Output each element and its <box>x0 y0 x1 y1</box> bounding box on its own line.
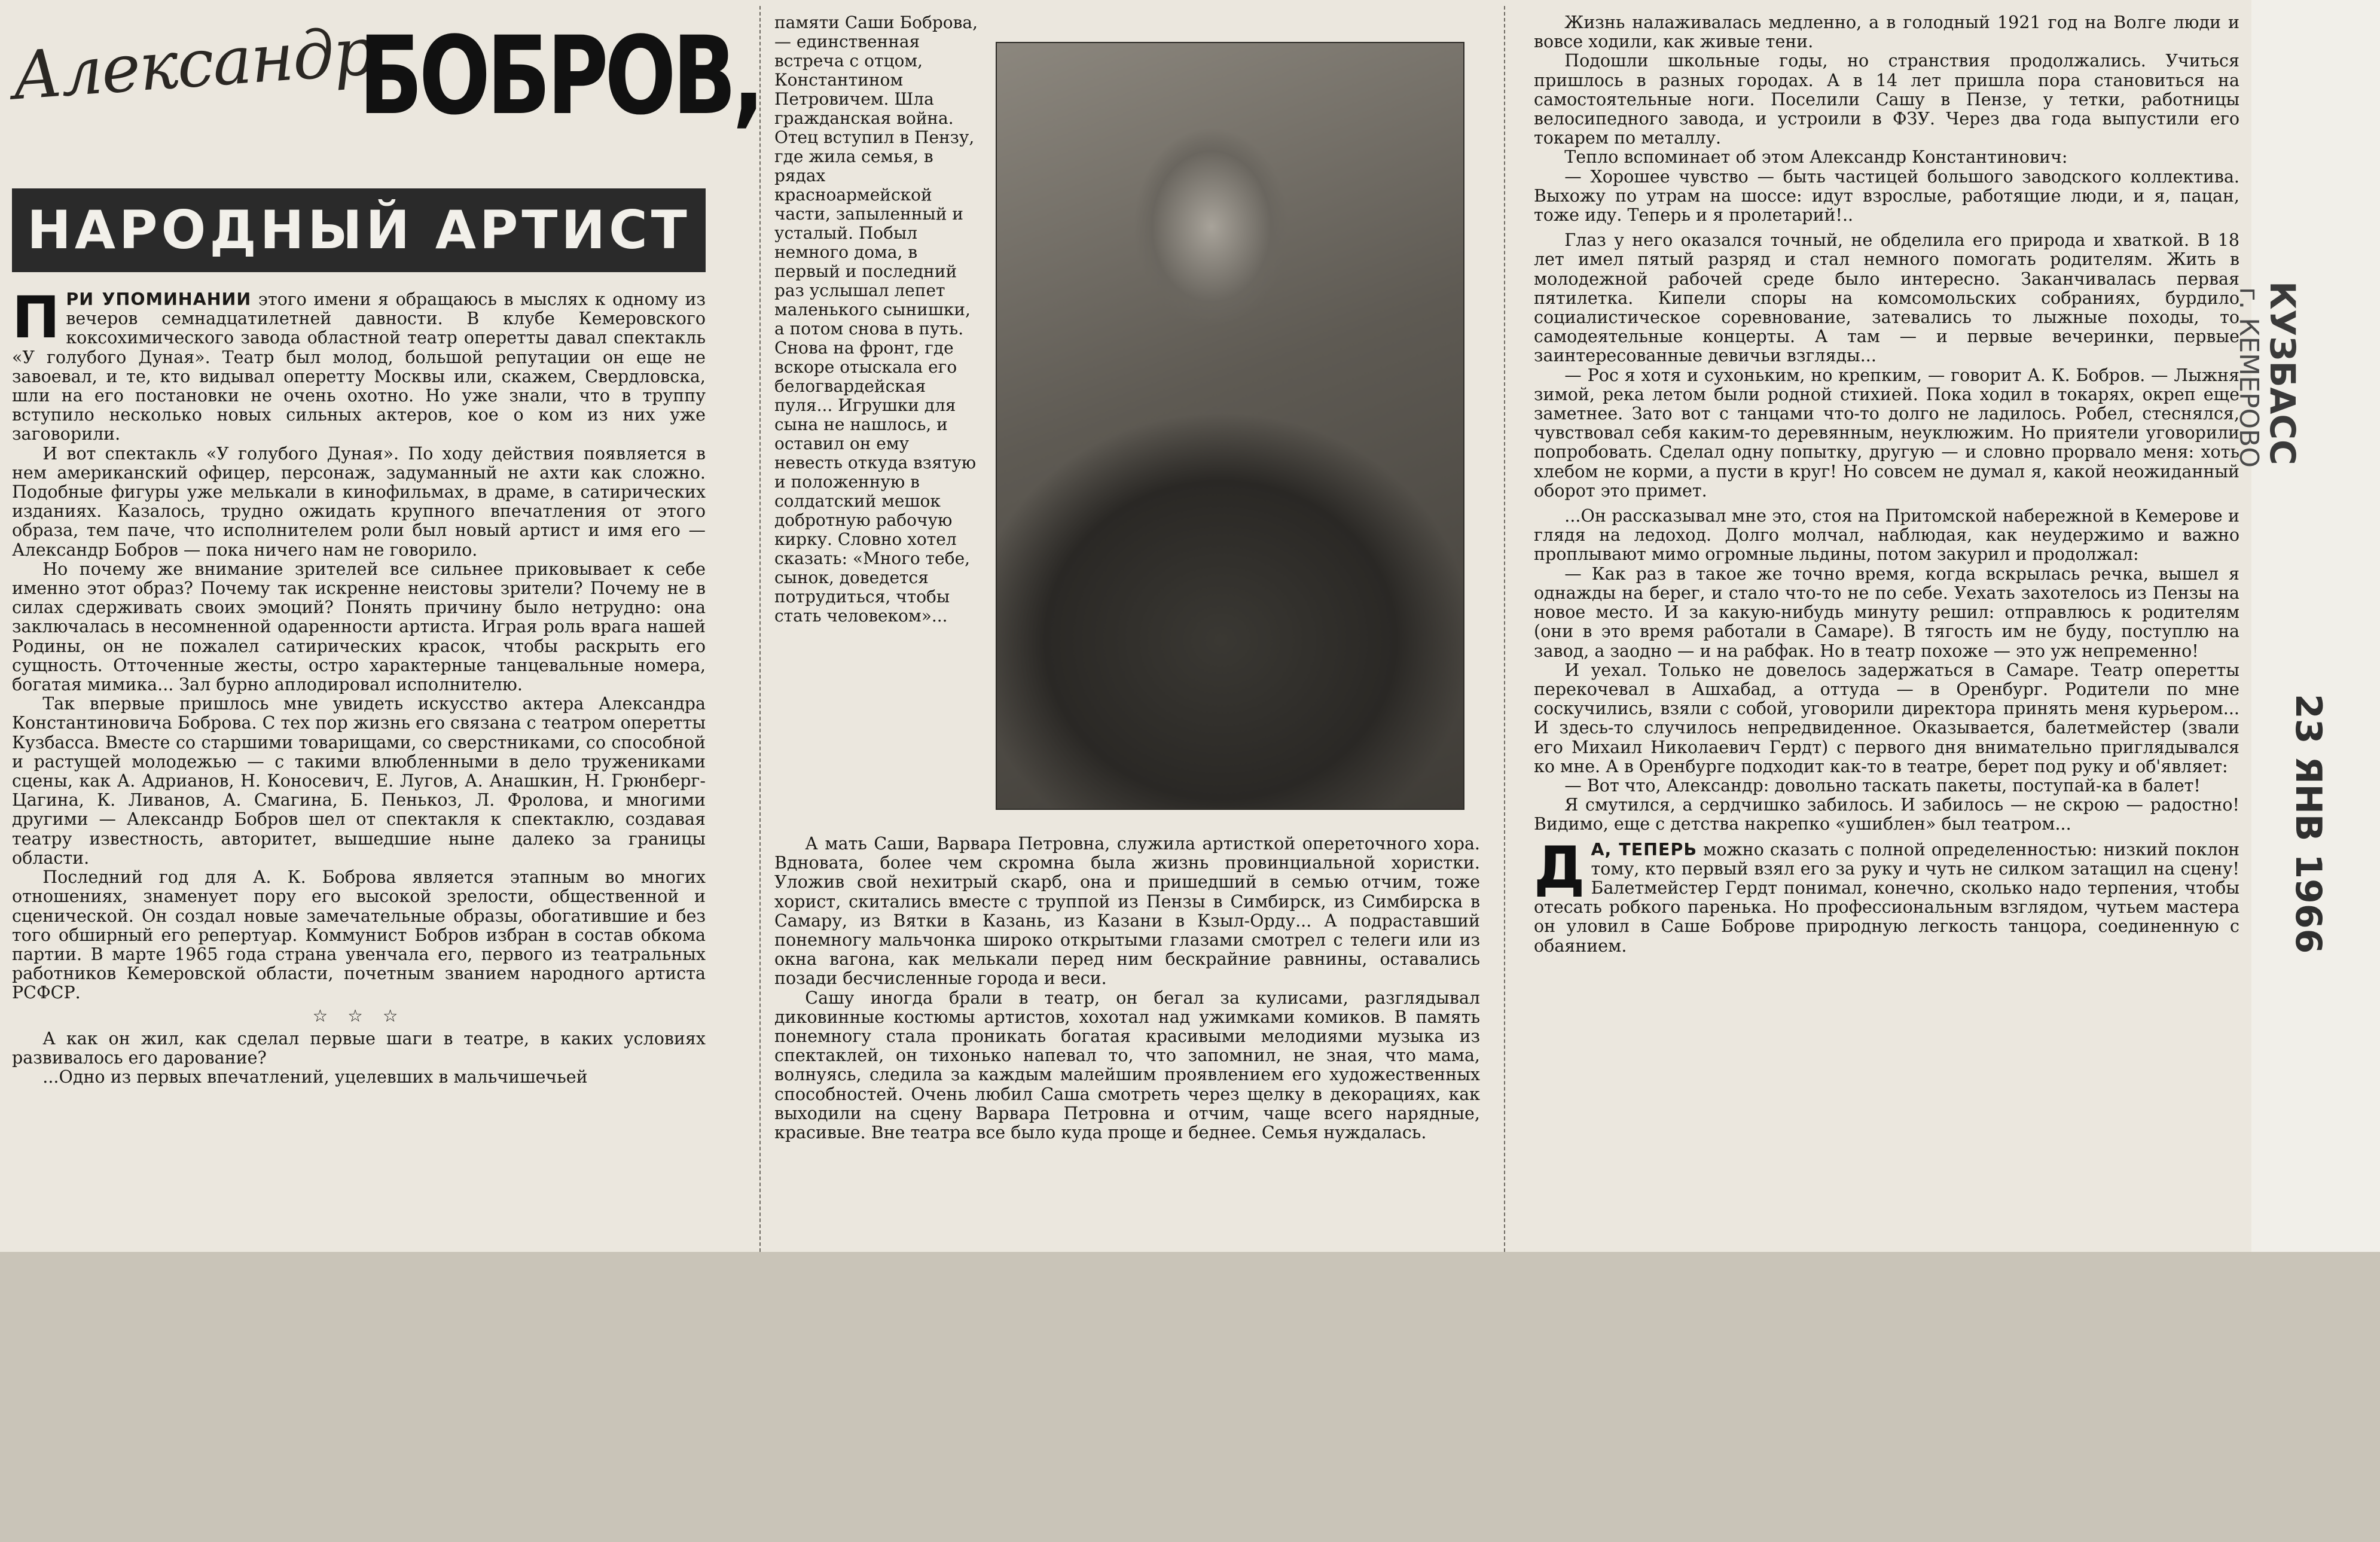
quote-paragraph: — Вот что, Александр: довольно таскать пакеты, поступай-ка в балет! <box>1564 775 2201 796</box>
quote-paragraph: — Рос я хотя и сухоньким, но крепким, — говорит А. К. Бобров. — Лыжня зимой, река летом были родной стихией. Пока ходил в токарях, окреп еще заметнее. Зато вот с танцами что-то долго не ладилось. Робел, стеснялся, чувствовал себя каким-то деревянным, неуклюжим. Но приятели уговорили попробовать. Сделал одну попытку, другую — и словно прорвало меня: хоть хлебом не корми, а пусти в круг! Но совсем не думал я, какой неожиданный оборот это примет. <box>1534 365 2239 501</box>
paragraph: Тепло вспоминает об этом Александр Константинович: <box>1564 147 2068 167</box>
column-rule <box>1504 6 1505 1252</box>
paragraph: Но почему же внимание зрителей все сильнее приковывает к себе именно этот образ? Почему так искренне неистовы зрители? Почему не в силах сдерживать своих эмоций? Понять причину было нетрудно: она заключалась в несомненной одаренности артиста. Играя роль врага нашей Родины, он не пожалел сатирических красок, чтобы раскрыть его сущность. Отточенные жесты, остро характерные танцевальные номера, богатая мимика... Зал бурно аплодировал исполнителю. <box>12 559 706 695</box>
paragraph: Жизнь налаживалась медленно, а в голодный 1921 год на Волге люди и вовсе ходили, как живые тени. <box>1534 13 2239 52</box>
headline-surname: БОБРОВ, <box>359 14 761 139</box>
paragraph: ...Одно из первых впечатлений, уцелевших в мальчишечьей <box>42 1067 588 1087</box>
paragraph: Подошли школьные годы, но странствия продолжались. Учиться пришлось в разных городах. А в 14 лет пришла пора становиться на самостоятельные ноги. Поселили Сашу в Пензе, у тетки, работницы велосипедного завода, и устроили в ФЗУ. Через два года выпустили его токарем по металлу. <box>1534 51 2239 148</box>
paragraph: И уехал. Только не довелось задержаться в Самаре. Театр оперетты перекочевал в Ашхабад, а оттуда — в Оренбург. Родители по мне соскучились, взяли с собой, уговорили директора принять меня курьером... И здесь-то случилось непредвиденное. Оказывается, балетмейстер (звали его Михаил Николаевич Гердт) с первого дня внимательно приглядывался ко мне. А в Оренбурге подходит как-то в театре, берет под руку и об'являет: <box>1534 660 2239 776</box>
quote-paragraph: — Как раз в такое же точно время, когда вскрылась речка, вышел я однажды на берег, и стало что-то не по себе. Уехать захотелось из Пензы на новое место. И за какую-нибудь минуту решил: отправлюсь к родителям (они в это время работали в Самаре). В тягость им не буду, поступлю на завод, а заодно — и на рабфак. Но в театр похоже — это уж непременно! <box>1534 563 2239 661</box>
paragraph: ...Он рассказывал мне это, стоя на Притомской набережной в Кемерове и глядя на ледоход. Долго молчал, наблюдая, как неудержимо и важно проплывают мимо огромные льдины, потом закурил и продолжал: <box>1534 506 2239 565</box>
article-column-1 <box>12 290 706 1542</box>
clipping-margin <box>2251 0 2380 1252</box>
paragraph: Глаз у него оказался точный, не обделила его природа и хваткой. В 18 лет имел пятый разряд и стал немного помогать родителям. Жить в молодежной рабочей среде было интересно. Заканчивалась первая пятилетка. Кипели споры на комсомольских собраниях, бурдило социалистическое соревнование, затевались то лыжные походы, то самодеятельные концерты. А там — и первые вечеринки, первые заинтересованные девичьи взгляды... <box>1534 230 2239 366</box>
paragraph: А как он жил, как сделал первые шаги в театре, в каких условиях развивалось его дарование? <box>12 1028 706 1068</box>
paragraph: И вот спектакль «У голубого Дуная». По ходу действия появляется в нем американский офицер, персонаж, задуманный не ахти как сложно. Подобные фигуры уже мелькали в кинофильмах, в драме, в сатирических изданиях. Казалось, трудно ожидать крупного впечатления от этого образа, тем паче, что исполнителем роли был новый артист и имя его — Александр Бобров — пока ничего нам не говорило. <box>12 443 706 560</box>
drop-cap: П <box>12 290 60 351</box>
paragraph: памяти Саши Боброва, — единственная встреча с отцом, Константином Петровичем. Шла гражданская война. Отец вступил в Пензу, где жила семья, в рядах красноармейской части, запыленный и усталый. Побыл немного дома, в первый и последний раз услышал лепет маленького сынишки, а потом снова в путь. Снова на фронт, где вскоре отыскала его белогвардейская пуля... Игрушки для сына не нашлось, и оставил он ему невесть откуда взятую и положенную в солдатский мешок добротную рабочую кирку. Словно хотел сказать: «Много тебе, сынок, доведется потрудиться, чтобы стать человеком»... <box>774 13 978 626</box>
column-rule <box>759 6 761 1252</box>
drop-cap: Д <box>1534 834 1585 901</box>
city-stamp: г. КЕМЕРОВО <box>2233 287 2264 468</box>
paragraph: А мать Саши, Варвара Петровна, служила артисткой опереточного хора. Вдновата, более чем скромна была жизнь провинциальной хористки. Уложив свой нехитрый скарб, она и пришедший в семью отчим, тоже хорист, скитались вместе с труппой из Пензы в Симбирск, из Симбирска в Самару, из Вятки в Казань, из Казани в Кзыл-Орду... А подраставший понемногу мальчонка широко открытыми глазами смотрел с телеги или из окна вагона, как мелькали перед ним бескрайние равнины, оставались позади бесчисленные города и веси. <box>774 834 1480 989</box>
newspaper-stamp <box>2104 281 2301 365</box>
paragraph: Последний год для А. К. Боброва является этапным во многих отношениях, знаменует пору его высокой зрелости, общественной и сценической. Он создал новые замечательные образы, обогатившие и без того обширный его репертуар. Коммунист Бобров избран в состав обкома партии. В марте 1965 года страна увенчала его, первого из театральных работников Кемеровской области, почетным званием народного артиста РСФСР. <box>12 867 706 1003</box>
lead-caps: РИ УПОМИНАНИИ <box>66 290 252 309</box>
article-lead-paragraph: ПРИ УПОМИНАНИИ этого имени я обращаюсь в мыслях к одному из вечеров семнадцатилетней давности. В клубе Кемеровского коксохимического завода областной театр оперетты давал спектакль «У голубого Дуная». Театр был молод, большой репутации он еще не завоевал, и те, кто видывал оперетту Москвы или, скажем, Свердловска, шли на его постановки не очень охотно. Но уже знали, что в труппу вступило несколько новых сильных актеров, кое о ком из них уже заговорили. <box>12 290 706 444</box>
article-column-2-bottom <box>774 834 1480 1252</box>
section-divider-stars: ☆ ☆ ☆ <box>312 1005 405 1026</box>
lead-caps: А, ТЕПЕРЬ <box>1591 839 1698 860</box>
section-lead-paragraph: Д А, ТЕПЕРЬ можно сказать с полной определенностью: низкий поклон тому, кто первый взял его за руку и чуть не силком затащил на сцену! Балетмейстер Гердт понимал, конечно, сколько надо терпения, чтобы отесать робкого паренька. Но профессиональным взглядом, чутьем мастера он уловил в Саше Боброве природную легкость танцора, соединенную с обаянием. <box>1534 834 2239 956</box>
date-stamp: 23 ЯНВ 1966 <box>2287 694 2329 954</box>
headline-first-name: Александр <box>10 13 377 115</box>
quote-paragraph: — Хорошее чувство — быть частицей большого заводского коллектива. Выхожу по утрам на шоссе: идут взрослые, работящие люди, и я, пацан, тоже иду. Теперь и я пролетарий!.. <box>1534 166 2239 225</box>
portrait-photo <box>996 42 1464 810</box>
paragraph: Так впервые пришлось мне увидеть искусство актера Александра Константиновича Боброва. С тех пор жизнь его связана с театром оперетты Кузбасса. Вместе со старшими товарищами, со сверстниками, со способной и растущей молодежью — с такими влюбленными в дело тружениками сцены, как А. Адрианов, Н. Коносевич, Е. Лугов, А. Анашкин, Н. Грюнберг-Цагина, К. Ливанов, А. Смагина, Б. Пенькоз, Л. Фролова, и многими другими — Александр Бобров шел от спектакля к спектаклю, создавая театру известность, авторитет, вышедшие ныне далеко за границы области. <box>12 694 706 868</box>
article-column-2-top <box>774 13 981 839</box>
paragraph: Сашу иногда брали в театр, он бегал за кулисами, разглядывал диковинные костюмы артистов, хохотал над ужимками комиков. В память понемногу стала проникать богатая красивыми мелодиями музыка из спектаклей, он тихонько напевал то, что запомнил, не зная, что мама, волнуясь, следила за каждым малейшим проявлением его художественных способностей. Очень любил Саша смотреть через щелку в декорациях, как выходили на сцену Варвара Петровна и отчим, чаще всего нарядные, красивые. Вне театра все было куда проще и беднее. Семья нуждалась. <box>774 988 1480 1143</box>
headline-banner: НАРОДНЫЙ АРТИСТ <box>12 188 706 272</box>
article-column-3 <box>1534 13 2239 1265</box>
paragraph: Я смутился, а сердчишко забилось. И забилось — не скрою — радостно! Видимо, еще с детства накрепко «ушиблен» был театром... <box>1534 795 2239 834</box>
